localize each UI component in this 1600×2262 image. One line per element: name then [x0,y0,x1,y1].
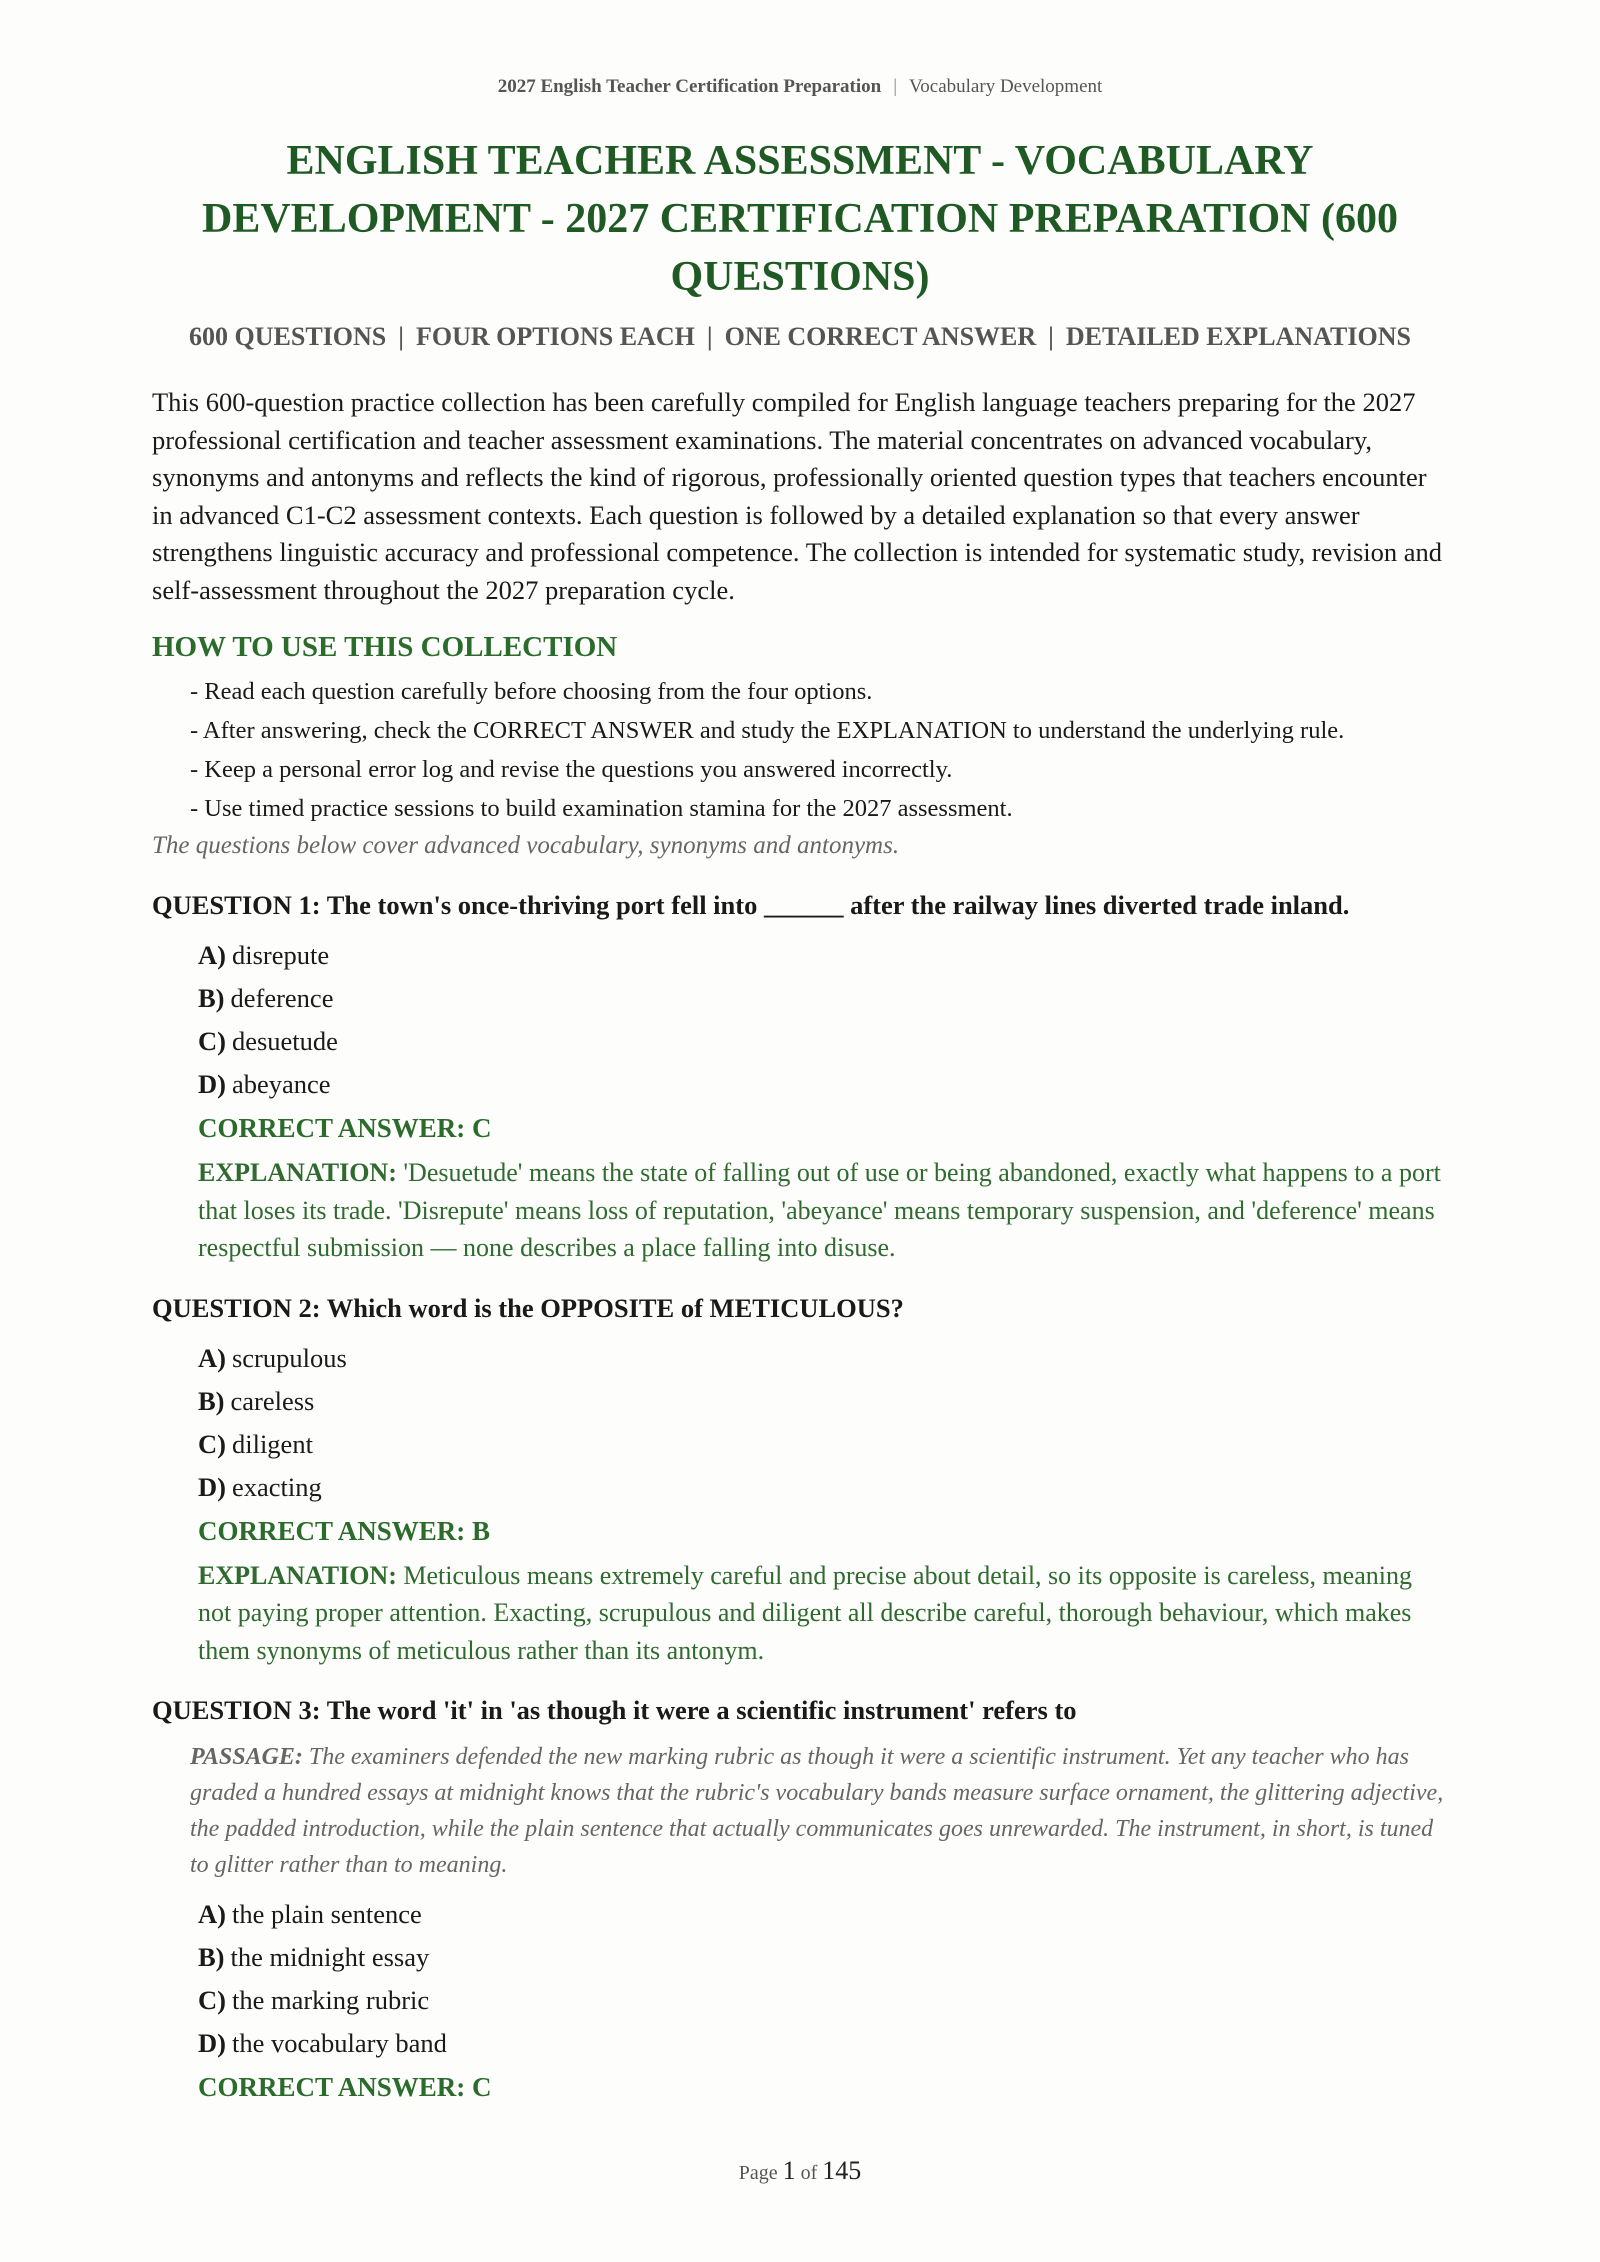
option-letter: C) [198,1428,226,1459]
option-letter: C) [198,1985,226,2015]
page-word: Page [738,2162,778,2184]
usage-item: - Use timed practice sessions to build examination stamina for the 2027 assessment. [190,795,1013,822]
meta-item: 600 QUESTIONS [189,322,387,351]
meta-item: FOUR OPTIONS EACH [416,322,695,351]
option-letter: D) [198,1471,226,1502]
of-word: of [800,2162,818,2184]
correct-answer: CORRECT ANSWER: B [198,1515,491,1546]
question-heading: QUESTION 3: The word 'it' in 'as though it were a scientific instrument' refers to [152,1695,1077,1725]
option-list [152,934,1448,1106]
header-subtitle: Vocabulary Development [909,76,1103,97]
meta-item: DETAILED EXPLANATIONS [1065,322,1411,351]
option-b [198,1380,1448,1423]
page-number: 1 [782,2156,796,2185]
usage-item: - After answering, check the CORRECT ANSWER and study the EXPLANATION to understand the underlying rule. [190,717,1345,744]
option-c [198,1020,1448,1063]
option-text: the vocabulary band [231,2028,447,2058]
document-content [152,384,1448,2129]
explanation-text: 'Desuetude' means the state of falling out of use or being abandoned, exactly what happens to a port that loses its trade. 'Disrepute' means loss of reputation, 'abeyance' means temporary suspension, and 'deference' means respectful submission — none describes a place falling into disuse. [198,1158,1441,1262]
option-text: the plain sentence [231,1899,422,1929]
meta-line [152,322,1448,352]
question-3 [152,1691,1448,2107]
option-text: disrepute [231,940,330,970]
header-separator: | [893,76,898,97]
document-title: ENGLISH TEACHER ASSESSMENT - VOCABULARY DEVELOPMENT - 2027 CERTIFICATION PREPARATION (600 QUESTIONS) [202,138,1398,300]
option-d [198,2022,1448,2065]
passage-label: PASSAGE: [190,1744,303,1770]
header-title: 2027 English Teacher Certification Preparation [497,76,882,97]
meta-separator: | [706,322,713,351]
option-c [198,1423,1448,1466]
question-1 [152,886,1448,1267]
meta-separator: | [1048,322,1054,351]
option-text: scrupulous [231,1342,347,1373]
passage [190,1739,1448,1883]
option-text: the marking rubric [231,1985,430,2015]
explanation [198,1557,1448,1670]
option-letter: B) [198,1942,225,1972]
option-list [152,1893,1448,2065]
option-b [198,977,1448,1020]
option-b [198,1936,1448,1979]
option-list [152,1337,1448,1509]
option-a [198,1893,1448,1936]
option-a [198,1337,1448,1380]
option-text: deference [230,983,334,1013]
usage-item: - Keep a personal error log and revise the questions you answered incorrectly. [190,756,953,783]
usage-heading: HOW TO USE THIS COLLECTION [152,631,618,663]
option-letter: A) [198,1342,226,1373]
option-letter: B) [198,983,225,1013]
option-text: desuetude [231,1026,338,1056]
running-header [0,76,1600,98]
option-letter: D) [198,2028,226,2058]
option-c [198,1979,1448,2022]
usage-item: - Read each question carefully before choosing from the four options. [190,678,873,705]
page-total: 145 [822,2156,862,2185]
usage-list [152,674,1448,826]
option-text: the midnight essay [230,1942,430,1972]
option-text: abeyance [231,1069,331,1099]
explanation-text: Meticulous means extremely careful and precise about detail, so its opposite is careless, meaning not paying proper attention. Exacting, scrupulous and diligent all describe careful, thorough behaviour, which makes them synonyms of meticulous rather than its antonym. [198,1560,1412,1665]
option-text: diligent [231,1428,313,1459]
explanation-label: EXPLANATION: [198,1560,397,1590]
option-letter: B) [198,1385,225,1416]
correct-answer: CORRECT ANSWER: C [198,2072,492,2102]
option-letter: D) [198,1069,226,1099]
intro-paragraph: This 600-question practice collection has been carefully compiled for English language teachers preparing for the 2027 professional certification and teacher assessment examinations. The material concentrates on advanced vocabulary, synonyms and antonyms and reflects the kind of rigorous, professionally oriented question types that teachers encounter in advanced C1-C2 assessment contexts. Each question is followed by a detailed explanation so that every answer strengthens linguistic accuracy and professional competence. The collection is intended for systematic study, revision and self-assessment throughout the 2027 preparation cycle. [152,387,1443,605]
passage-text: The examiners defended the new marking rubric as though it were a scientific instrument. Yet any teacher who has graded a hundred essays at midnight knows that the rubric's vocabulary bands measure surface ornament, the glittering adjective, the padded introduction, while the plain sentence that actually communicates goes unrewarded. The instrument, in short, is tuned to glitter rather than to meaning. [190,1744,1444,1878]
usage-note: The questions below cover advanced vocabulary, synonyms and antonyms. [152,832,900,859]
option-letter: C) [198,1026,226,1056]
question-2 [152,1289,1448,1670]
meta-separator: | [398,322,405,351]
option-text: careless [230,1385,315,1416]
page-footer [0,2156,1600,2186]
option-text: exacting [231,1471,322,1502]
option-letter: A) [198,940,226,970]
option-d [198,1466,1448,1509]
option-a [198,934,1448,977]
option-d [198,1063,1448,1106]
explanation [198,1154,1448,1267]
option-letter: A) [198,1899,226,1929]
explanation-label: EXPLANATION: [198,1158,397,1187]
meta-item: ONE CORRECT ANSWER [724,322,1037,351]
correct-answer: CORRECT ANSWER: C [198,1113,492,1143]
question-heading: QUESTION 1: The town's once-thriving port fell into ______ after the railway lines diverted trade inland. [152,890,1350,920]
question-heading: QUESTION 2: Which word is the OPPOSITE of METICULOUS? [152,1292,904,1323]
